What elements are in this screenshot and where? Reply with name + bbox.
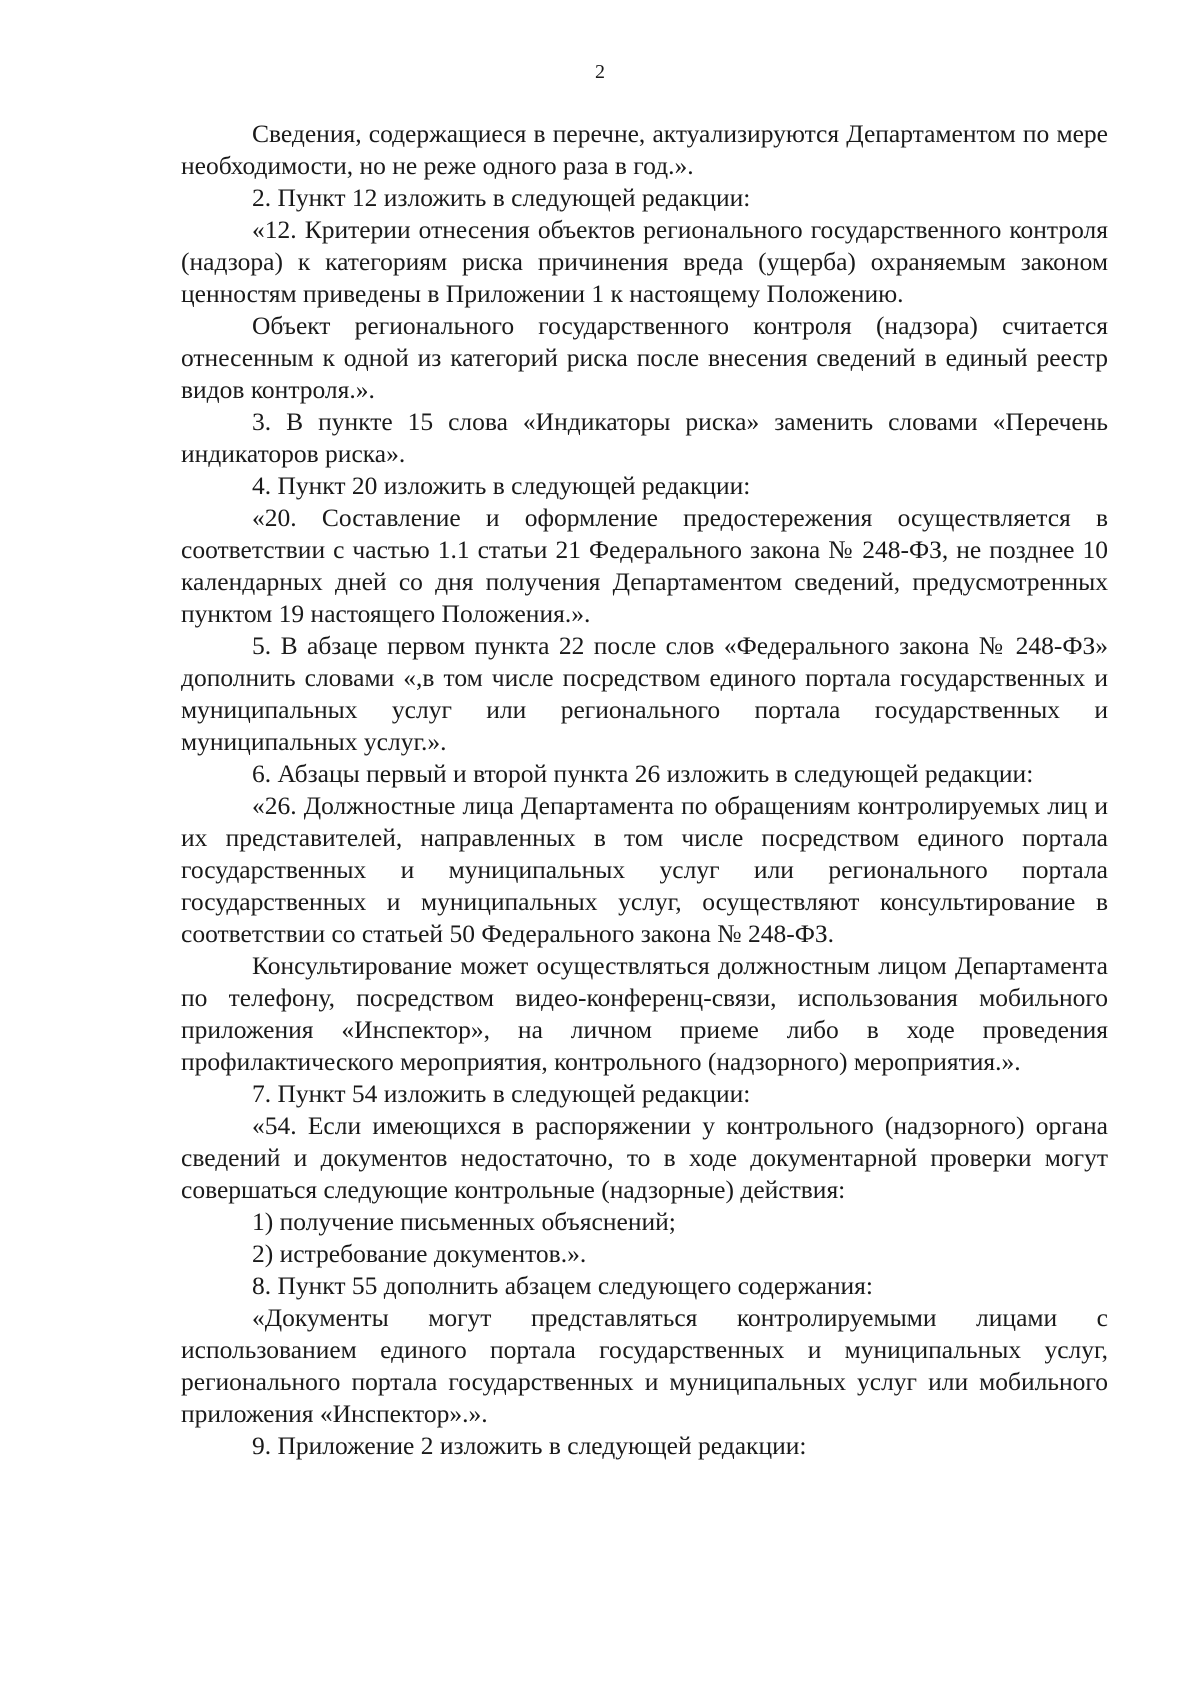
paragraph: 8. Пункт 55 дополнить абзацем следующего содержания: — [252, 1271, 873, 1300]
paragraph: «26. Должностные лица Департамента по обращениям контролируемых лиц и их представителей, направленных в том числе посредством единого портала государственных и муниципальных услуг или регионального портала государственных и муниципальных услуг, осуществляют консультирование в соответствии со статьей 50 Федерального закона № 248-ФЗ. — [181, 791, 1108, 948]
paragraph: «54. Если имеющихся в распоряжении у контрольного (надзорного) органа сведений и документов недостаточно, то в ходе документарной проверки могут совершаться следующие контрольные (надзорные) действия: — [181, 1111, 1108, 1204]
paragraph: «20. Составление и оформление предостережения осуществляется в соответствии с частью 1.1 статьи 21 Федерального закона № 248-ФЗ, не позднее 10 календарных дней со дня получения Департаментом сведений, предусмотренных пунктом 19 настоящего Положения.». — [181, 503, 1108, 628]
page-number: 2 — [595, 61, 605, 83]
paragraph: «Документы могут представляться контролируемыми лицами с использованием единого портала государственных и муниципальных услуг, регионального портала государственных и муниципальных услуг или мобильного приложения «Инспектор».». — [181, 1303, 1108, 1428]
paragraph: 6. Абзацы первый и второй пункта 26 изложить в следующей редакции: — [252, 759, 1034, 788]
paragraph: 3. В пункте 15 слова «Индикаторы риска» заменить словами «Перечень индикаторов риска». — [181, 407, 1108, 468]
paragraph: «12. Критерии отнесения объектов регионального государственного контроля (надзора) к категориям риска причинения вреда (ущерба) охраняемым законом ценностям приведены в Приложении 1 к настоящему Положению. — [181, 215, 1108, 308]
paragraph: 5. В абзаце первом пункта 22 после слов «Федерального закона № 248-ФЗ» дополнить словами «,в том числе посредством единого портала государственных и муниципальных услуг или регионального портала государственных и муниципальных услуг.». — [181, 631, 1108, 756]
paragraph: Сведения, содержащиеся в перечне, актуализируются Департаментом по мере необходимости, но не реже одного раза в год.». — [181, 119, 1108, 180]
paragraph: Объект регионального государственного контроля (надзора) считается отнесенным к одной из категорий риска после внесения сведений в единый реестр видов контроля.». — [181, 311, 1108, 404]
paragraph: 4. Пункт 20 изложить в следующей редакции: — [252, 471, 751, 500]
paragraph: 7. Пункт 54 изложить в следующей редакции: — [252, 1079, 751, 1108]
paragraph: 1) получение письменных объяснений; — [252, 1207, 676, 1236]
document-body — [181, 118, 1108, 1462]
paragraph: Консультирование может осуществляться должностным лицом Департамента по телефону, посредством видео-конференц-связи, использования мобильного приложения «Инспектор», на личном приеме либо в ходе проведения профилактического мероприятия, контрольного (надзорного) мероприятия.». — [181, 951, 1108, 1076]
paragraph: 2) истребование документов.». — [252, 1239, 587, 1268]
paragraph: 2. Пункт 12 изложить в следующей редакции: — [252, 183, 751, 212]
paragraph: 9. Приложение 2 изложить в следующей редакции: — [252, 1431, 807, 1460]
